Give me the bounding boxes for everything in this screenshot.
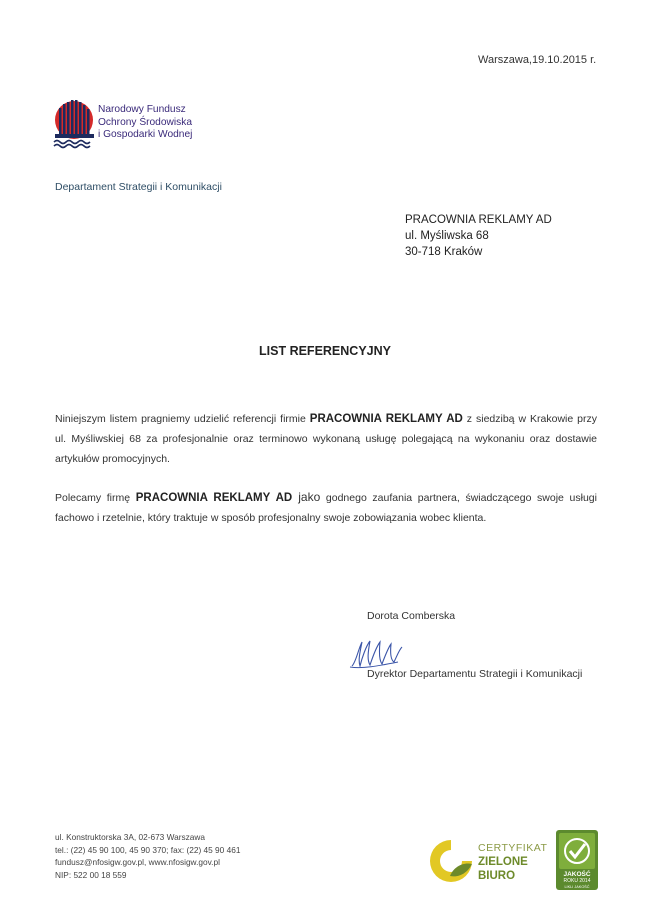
logo-line-2: Ochrony Środowiska xyxy=(98,116,192,128)
footer-address: ul. Konstruktorska 3A, 02-673 Warszawa xyxy=(55,832,206,842)
footer-email: fundusz@nfosigw.gov.pl, www.nfosigw.gov.pl xyxy=(55,857,220,867)
badge-line-2: ROKU 2014 xyxy=(563,878,591,884)
cert-line-3: BIURO xyxy=(478,870,516,882)
p2-jako: jako xyxy=(292,490,321,504)
badge-line-3: LIKLI JAKOŚĆ xyxy=(564,885,590,889)
logo-line-3: i Gospodarki Wodnej xyxy=(98,129,193,140)
footer-nip: NIP: 522 00 18 559 xyxy=(55,869,127,880)
recipient-street: ul. Myśliwska 68 xyxy=(405,230,489,242)
p1-text-start: Niniejszym listem pragniemy udzielić referencji firmie xyxy=(55,413,310,425)
signatory-name: Dorota Comberska xyxy=(367,610,456,622)
letter-date: Warszawa,19.10.2015 r. xyxy=(478,54,597,66)
p2-text-end: godnego zaufania partnera, świadczącego swoje usługi fachowo i rzetelnie, który traktuje w sposób profesjonalny swoje zobowiązania wobec klienta. xyxy=(55,492,597,524)
p1-company-name: PRACOWNIA REKLAMY AD xyxy=(309,413,463,425)
signatory-role: Dyrektor Departamentu Strategii i Komunikacji xyxy=(367,668,583,680)
green-office-certificate-icon xyxy=(426,836,476,886)
quality-award-badge xyxy=(555,829,599,891)
recipient-city: 30-718 Kraków xyxy=(405,246,483,258)
certificate-text xyxy=(478,841,547,883)
paragraph-2 xyxy=(55,487,597,528)
logo-line-1: Narodowy Fundusz xyxy=(98,104,186,115)
paragraph-1 xyxy=(55,409,597,469)
cert-line-2: ZIELONE xyxy=(478,856,528,868)
p2-text-start: Polecamy firmę xyxy=(55,492,136,504)
department-name: Departament Strategii i Komunikacji xyxy=(55,181,222,193)
logo-text xyxy=(98,104,192,142)
footer-contact xyxy=(55,831,240,881)
footer-phone: tel.: (22) 45 90 100, 45 90 370; fax: (22) 45 90 461 xyxy=(55,844,241,855)
recipient-name: PRACOWNIA REKLAMY AD xyxy=(405,214,552,226)
recipient-address xyxy=(405,212,552,260)
badge-line-1: JAKOŚĆ xyxy=(563,871,591,878)
cert-line-1: CERTYFIKAT xyxy=(478,842,548,854)
p1-text-end: z siedzibą w Krakowie przy ul. Myśliwskiej 68 za profesjonalnie oraz terminowo wykonaną usługę polegającą na wykonaniu oraz dostawie artykułów promocyjnych. xyxy=(55,413,597,465)
letter-title: LIST REFERENCYJNY xyxy=(259,344,391,358)
p2-company-name: PRACOWNIA REKLAMY AD xyxy=(135,492,293,504)
handwritten-signature xyxy=(348,636,418,672)
